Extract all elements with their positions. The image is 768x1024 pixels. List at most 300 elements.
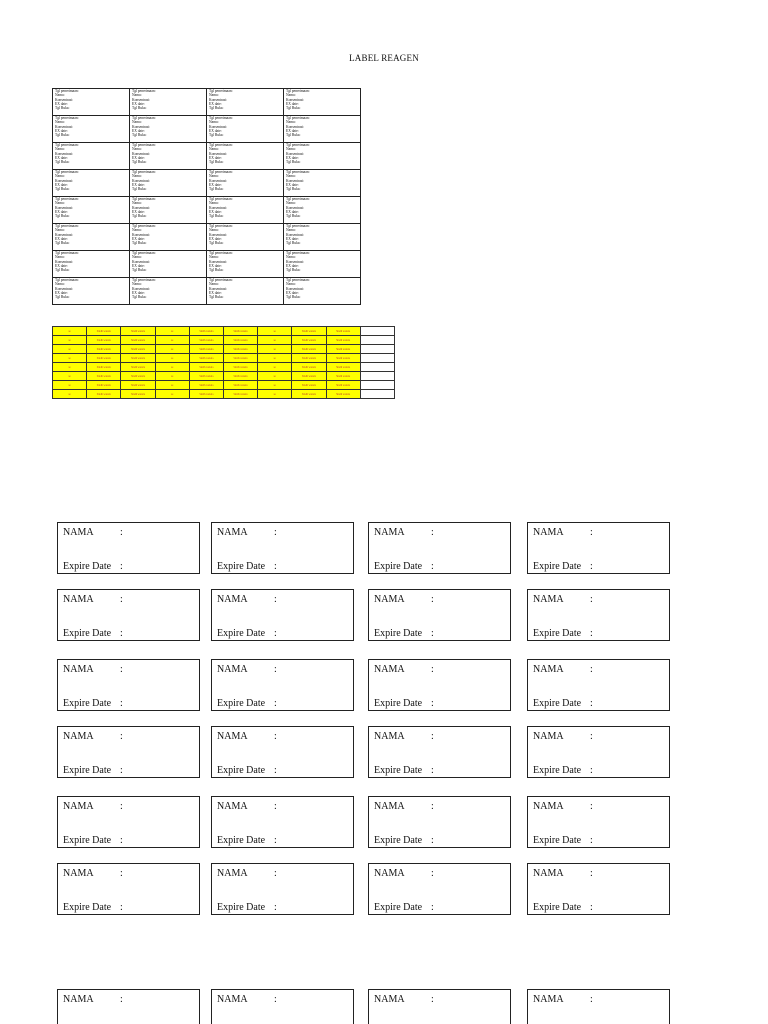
- reagent-field-label: Nama:: [286, 174, 296, 179]
- name-colon: :: [274, 731, 277, 742]
- reagent-field-label: Nama:: [55, 93, 65, 98]
- reagent-field-label: Nama:: [209, 174, 219, 179]
- yellow-label-cell: Sindh wanala: [121, 336, 155, 345]
- yellow-label-cell: se: [53, 345, 87, 354]
- expire-colon: :: [431, 698, 434, 709]
- empty-grid-cell: [360, 336, 394, 345]
- yellow-label-cell: Sindh wanala: [87, 327, 121, 336]
- yellow-label-cell: se: [258, 336, 292, 345]
- reagent-field-label: Konsentrasi:: [55, 232, 74, 237]
- reagent-field-label: EX date:: [286, 209, 299, 214]
- reagent-field-label: Konsentrasi:: [286, 286, 305, 291]
- reagent-field-label: Tgl penerimaan:: [55, 278, 79, 282]
- name-label: NAMA: [63, 801, 94, 812]
- reagent-field-label: Nama:: [132, 282, 142, 287]
- name-label: NAMA: [63, 868, 94, 879]
- reagent-field-label: EX date:: [209, 128, 222, 133]
- reagent-field-label: Tgl Buka:: [132, 241, 147, 246]
- reagent-field-label: Konsentrasi:: [286, 259, 305, 264]
- reagent-field-label: Konsentrasi:: [132, 124, 151, 129]
- expire-date-label: Expire Date: [63, 765, 112, 776]
- expire-date-label: Expire Date: [533, 561, 582, 572]
- name-colon: :: [431, 994, 434, 1005]
- reagent-field-label: Konsentrasi:: [132, 151, 151, 156]
- reagent-label-card: [368, 863, 511, 915]
- expire-colon: :: [120, 561, 123, 572]
- reagent-label-cell: [53, 197, 130, 224]
- yellow-label-cell: Sindh wanala: [121, 390, 155, 399]
- yellow-label-cell: Sindh wanala: [292, 327, 326, 336]
- empty-grid-cell: [360, 372, 394, 381]
- reagent-field-label: Nama:: [209, 255, 219, 260]
- reagent-label-card: [57, 726, 200, 778]
- expire-date-label: Expire Date: [533, 902, 582, 913]
- reagent-label-cell: [53, 116, 130, 143]
- reagent-label-cell: [130, 116, 207, 143]
- yellow-label-cell: Sindh wanala: [326, 327, 360, 336]
- yellow-label-cell: Sindh wanala: [223, 327, 257, 336]
- name-colon: :: [120, 594, 123, 605]
- yellow-label-cell: se: [258, 354, 292, 363]
- name-colon: :: [120, 731, 123, 742]
- reagent-field-label: Tgl Buka:: [286, 133, 301, 138]
- reagent-field-label: Nama:: [132, 255, 142, 260]
- expire-colon: :: [274, 698, 277, 709]
- expire-colon: :: [431, 628, 434, 639]
- yellow-label-cell: se: [258, 363, 292, 372]
- yellow-label-cell: Sindh wanala: [292, 354, 326, 363]
- reagent-field-label: Konsentrasi:: [286, 97, 305, 102]
- yellow-label-cell: se: [155, 372, 189, 381]
- name-label: NAMA: [533, 801, 564, 812]
- name-label: NAMA: [533, 868, 564, 879]
- reagent-field-label: EX date:: [209, 182, 222, 187]
- reagent-label-cell: [53, 251, 130, 278]
- reagent-field-label: EX date:: [209, 101, 222, 106]
- reagent-label-card: [368, 522, 511, 574]
- yellow-label-cell: Sindh wanala: [189, 327, 223, 336]
- reagent-field-label: Nama:: [132, 147, 142, 152]
- reagent-field-label: Tgl penerimaan:: [209, 170, 233, 174]
- reagent-field-label: EX date:: [132, 128, 145, 133]
- yellow-grid-row: [53, 363, 395, 372]
- yellow-label-grid: [52, 326, 395, 399]
- yellow-label-cell: se: [155, 336, 189, 345]
- name-label: NAMA: [533, 731, 564, 742]
- name-colon: :: [431, 868, 434, 879]
- empty-grid-cell: [360, 345, 394, 354]
- yellow-label-cell: Sindh wanala: [292, 363, 326, 372]
- reagent-label-cell: [207, 251, 284, 278]
- reagent-field-label: Konsentrasi:: [55, 205, 74, 210]
- reagent-field-label: Konsentrasi:: [55, 124, 74, 129]
- yellow-grid-row: [53, 327, 395, 336]
- yellow-label-cell: se: [258, 327, 292, 336]
- name-label: NAMA: [63, 664, 94, 675]
- yellow-label-cell: Sindh wanala: [223, 381, 257, 390]
- yellow-label-cell: se: [155, 381, 189, 390]
- reagent-field-label: Nama:: [132, 201, 142, 206]
- yellow-label-cell: Sindh wanala: [223, 336, 257, 345]
- name-label: NAMA: [374, 527, 405, 538]
- empty-grid-cell: [360, 327, 394, 336]
- name-colon: :: [590, 868, 593, 879]
- reagent-label-cell: [53, 170, 130, 197]
- expire-date-label: Expire Date: [217, 765, 266, 776]
- reagent-table-row: [53, 89, 361, 116]
- reagent-field-label: Konsentrasi:: [55, 259, 74, 264]
- expire-date-label: Expire Date: [217, 835, 266, 846]
- reagent-field-label: Tgl penerimaan:: [209, 116, 233, 120]
- reagent-label-cell: [284, 143, 361, 170]
- yellow-label-cell: Sindh wanala: [189, 354, 223, 363]
- reagent-label-cell: [53, 278, 130, 305]
- yellow-label-cell: Sindh wanala: [189, 381, 223, 390]
- yellow-grid-row: [53, 372, 395, 381]
- reagent-field-label: EX date:: [55, 101, 68, 106]
- reagent-field-label: Tgl penerimaan:: [286, 116, 310, 120]
- yellow-label-cell: se: [258, 372, 292, 381]
- reagent-field-label: Tgl Buka:: [209, 106, 224, 111]
- yellow-label-cell: Sindh wanala: [326, 345, 360, 354]
- reagent-field-label: EX date:: [132, 290, 145, 295]
- reagent-field-label: Konsentrasi:: [286, 232, 305, 237]
- name-colon: :: [431, 594, 434, 605]
- reagent-field-label: Nama:: [132, 174, 142, 179]
- reagent-label-card: [57, 659, 200, 711]
- yellow-label-cell: Sindh wanala: [223, 354, 257, 363]
- yellow-label-cell: Sindh wanala: [87, 336, 121, 345]
- reagent-field-label: EX date:: [55, 290, 68, 295]
- reagent-field-label: Tgl penerimaan:: [55, 116, 79, 120]
- reagent-label-card: [368, 796, 511, 848]
- reagent-field-label: Tgl penerimaan:: [286, 278, 310, 282]
- yellow-label-cell: Sindh wanala: [223, 345, 257, 354]
- reagent-field-label: Nama:: [286, 93, 296, 98]
- reagent-label-cell: [207, 89, 284, 116]
- yellow-label-cell: Sindh wanala: [121, 354, 155, 363]
- reagent-field-label: EX date:: [55, 209, 68, 214]
- reagent-table-row: [53, 251, 361, 278]
- reagent-label-cell: [130, 224, 207, 251]
- yellow-label-cell: Sindh wanala: [223, 390, 257, 399]
- reagent-field-label: Tgl penerimaan:: [132, 143, 156, 147]
- reagent-field-label: Tgl penerimaan:: [286, 89, 310, 93]
- reagent-field-label: EX date:: [209, 263, 222, 268]
- expire-colon: :: [120, 902, 123, 913]
- reagent-field-label: Tgl Buka:: [132, 187, 147, 192]
- reagent-field-label: EX date:: [132, 101, 145, 106]
- yellow-grid-row: [53, 354, 395, 363]
- reagent-label-cell: [284, 89, 361, 116]
- yellow-label-cell: Sindh wanala: [121, 363, 155, 372]
- expire-colon: :: [274, 628, 277, 639]
- expire-date-label: Expire Date: [217, 902, 266, 913]
- reagent-label-cell: [130, 278, 207, 305]
- reagent-field-label: Konsentrasi:: [209, 232, 228, 237]
- reagent-field-label: Tgl Buka:: [209, 241, 224, 246]
- expire-date-label: Expire Date: [374, 902, 423, 913]
- reagent-field-label: Tgl Buka:: [209, 295, 224, 300]
- reagent-field-label: Nama:: [286, 282, 296, 287]
- yellow-label-cell: Sindh wanala: [87, 372, 121, 381]
- name-colon: :: [431, 731, 434, 742]
- reagent-field-label: Tgl Buka:: [209, 187, 224, 192]
- name-colon: :: [274, 868, 277, 879]
- reagent-label-card: [211, 659, 354, 711]
- yellow-label-cell: Sindh wanala: [326, 381, 360, 390]
- name-colon: :: [120, 801, 123, 812]
- yellow-label-cell: Sindh wanala: [87, 354, 121, 363]
- reagent-field-label: Nama:: [286, 228, 296, 233]
- name-colon: :: [590, 594, 593, 605]
- reagent-field-label: Tgl penerimaan:: [132, 278, 156, 282]
- name-label: NAMA: [374, 594, 405, 605]
- reagent-field-label: Tgl penerimaan:: [55, 197, 79, 201]
- yellow-label-cell: Sindh wanala: [292, 372, 326, 381]
- reagent-label-card: [211, 989, 354, 1024]
- yellow-grid-row: [53, 345, 395, 354]
- yellow-label-cell: Sindh wanala: [121, 381, 155, 390]
- name-label: NAMA: [374, 801, 405, 812]
- reagent-field-label: Tgl penerimaan:: [209, 197, 233, 201]
- reagent-field-label: Konsentrasi:: [132, 259, 151, 264]
- name-colon: :: [590, 801, 593, 812]
- reagent-label-cell: [207, 224, 284, 251]
- expire-date-label: Expire Date: [217, 628, 266, 639]
- reagent-field-label: Konsentrasi:: [209, 124, 228, 129]
- reagent-field-label: Nama:: [286, 201, 296, 206]
- reagent-field-label: Nama:: [209, 282, 219, 287]
- reagent-field-label: Tgl penerimaan:: [209, 224, 233, 228]
- reagent-label-cell: [284, 197, 361, 224]
- name-colon: :: [274, 527, 277, 538]
- reagent-field-label: Konsentrasi:: [132, 232, 151, 237]
- yellow-label-cell: Sindh wanala: [189, 372, 223, 381]
- reagent-label-cell: [207, 143, 284, 170]
- yellow-label-cell: Sindh wanala: [326, 354, 360, 363]
- name-colon: :: [274, 664, 277, 675]
- reagent-field-label: Konsentrasi:: [132, 97, 151, 102]
- name-label: NAMA: [63, 731, 94, 742]
- name-colon: :: [431, 664, 434, 675]
- reagent-field-label: Konsentrasi:: [286, 205, 305, 210]
- reagent-field-label: Nama:: [209, 120, 219, 125]
- reagent-field-label: Nama:: [209, 147, 219, 152]
- expire-colon: :: [590, 561, 593, 572]
- reagent-table-row: [53, 278, 361, 305]
- reagent-field-label: Tgl penerimaan:: [209, 251, 233, 255]
- reagent-field-label: Tgl penerimaan:: [132, 197, 156, 201]
- reagent-field-label: Nama:: [55, 147, 65, 152]
- reagent-field-label: Tgl penerimaan:: [132, 116, 156, 120]
- reagent-field-label: Tgl penerimaan:: [286, 170, 310, 174]
- reagent-field-label: Tgl Buka:: [55, 241, 70, 246]
- reagent-field-label: Tgl penerimaan:: [132, 89, 156, 93]
- name-label: NAMA: [63, 594, 94, 605]
- expire-date-label: Expire Date: [63, 835, 112, 846]
- reagent-field-label: Tgl Buka:: [55, 106, 70, 111]
- reagent-label-card: [527, 659, 670, 711]
- yellow-label-cell: se: [155, 345, 189, 354]
- yellow-label-cell: Sindh wanala: [121, 327, 155, 336]
- yellow-label-cell: se: [53, 363, 87, 372]
- reagent-label-card: [527, 796, 670, 848]
- reagent-field-label: Konsentrasi:: [55, 97, 74, 102]
- reagent-field-label: Nama:: [55, 255, 65, 260]
- reagent-field-label: Tgl Buka:: [286, 295, 301, 300]
- reagent-label-cell: [207, 116, 284, 143]
- reagent-table-row: [53, 224, 361, 251]
- name-colon: :: [120, 994, 123, 1005]
- yellow-label-cell: Sindh wanala: [292, 345, 326, 354]
- expire-date-label: Expire Date: [533, 628, 582, 639]
- expire-colon: :: [590, 698, 593, 709]
- reagent-field-label: Tgl Buka:: [209, 214, 224, 219]
- yellow-label-cell: se: [155, 327, 189, 336]
- expire-date-label: Expire Date: [217, 698, 266, 709]
- reagent-field-label: EX date:: [209, 155, 222, 160]
- expire-colon: :: [120, 835, 123, 846]
- yellow-label-cell: Sindh wanala: [189, 363, 223, 372]
- reagent-field-label: Tgl penerimaan:: [55, 224, 79, 228]
- name-colon: :: [120, 527, 123, 538]
- yellow-grid-row: [53, 381, 395, 390]
- reagent-field-label: Nama:: [55, 120, 65, 125]
- name-label: NAMA: [217, 801, 248, 812]
- reagent-label-card: [368, 989, 511, 1024]
- reagent-label-card: [527, 522, 670, 574]
- reagent-field-label: Tgl penerimaan:: [286, 251, 310, 255]
- reagent-field-label: EX date:: [286, 101, 299, 106]
- reagent-field-label: Konsentrasi:: [132, 178, 151, 183]
- empty-grid-cell: [360, 390, 394, 399]
- reagent-field-label: Nama:: [209, 228, 219, 233]
- name-colon: :: [120, 664, 123, 675]
- name-colon: :: [274, 994, 277, 1005]
- expire-date-label: Expire Date: [374, 765, 423, 776]
- yellow-label-cell: Sindh wanala: [292, 381, 326, 390]
- yellow-label-cell: Sindh wanala: [223, 363, 257, 372]
- reagent-label-cell: [130, 143, 207, 170]
- name-colon: :: [274, 594, 277, 605]
- yellow-label-cell: Sindh wanala: [87, 390, 121, 399]
- reagent-table-row: [53, 143, 361, 170]
- reagent-field-label: EX date:: [209, 209, 222, 214]
- reagent-label-card: [211, 589, 354, 641]
- reagent-field-label: Tgl penerimaan:: [55, 143, 79, 147]
- name-colon: :: [120, 868, 123, 879]
- expire-date-label: Expire Date: [374, 628, 423, 639]
- reagent-field-label: Konsentrasi:: [55, 151, 74, 156]
- reagent-field-label: Tgl Buka:: [55, 187, 70, 192]
- reagent-label-cell: [284, 116, 361, 143]
- reagent-label-card: [527, 726, 670, 778]
- expire-date-label: Expire Date: [63, 902, 112, 913]
- empty-grid-cell: [360, 354, 394, 363]
- reagent-field-label: Tgl penerimaan:: [55, 89, 79, 93]
- reagent-field-label: Tgl Buka:: [286, 160, 301, 165]
- reagent-field-label: Tgl penerimaan:: [132, 170, 156, 174]
- expire-date-label: Expire Date: [63, 561, 112, 572]
- reagent-field-label: Tgl Buka:: [286, 106, 301, 111]
- reagent-field-label: Tgl Buka:: [286, 187, 301, 192]
- reagent-field-label: Tgl Buka:: [209, 133, 224, 138]
- name-label: NAMA: [217, 664, 248, 675]
- yellow-label-cell: Sindh wanala: [292, 336, 326, 345]
- yellow-label-cell: se: [53, 381, 87, 390]
- name-colon: :: [431, 527, 434, 538]
- reagent-field-label: Tgl Buka:: [286, 214, 301, 219]
- expire-date-label: Expire Date: [63, 628, 112, 639]
- expire-date-label: Expire Date: [217, 561, 266, 572]
- reagent-field-label: Tgl penerimaan:: [209, 278, 233, 282]
- expire-date-label: Expire Date: [374, 835, 423, 846]
- reagent-field-label: EX date:: [132, 236, 145, 241]
- reagent-field-label: EX date:: [132, 263, 145, 268]
- yellow-label-cell: Sindh wanala: [326, 363, 360, 372]
- name-label: NAMA: [217, 527, 248, 538]
- yellow-label-cell: se: [53, 372, 87, 381]
- reagent-field-label: Tgl Buka:: [55, 133, 70, 138]
- name-label: NAMA: [63, 527, 94, 538]
- reagent-field-label: Tgl Buka:: [132, 214, 147, 219]
- reagent-label-card: [211, 796, 354, 848]
- reagent-label-card: [527, 863, 670, 915]
- yellow-label-cell: Sindh wanala: [189, 390, 223, 399]
- reagent-label-cell: [207, 197, 284, 224]
- name-label: NAMA: [374, 868, 405, 879]
- reagent-field-label: Konsentrasi:: [209, 151, 228, 156]
- yellow-label-cell: Sindh wanala: [121, 345, 155, 354]
- name-label: NAMA: [374, 664, 405, 675]
- empty-grid-cell: [360, 363, 394, 372]
- yellow-label-cell: Sindh wanala: [326, 390, 360, 399]
- reagent-label-cell: [53, 224, 130, 251]
- yellow-label-cell: Sindh wanala: [189, 336, 223, 345]
- reagent-field-label: Tgl Buka:: [286, 268, 301, 273]
- reagent-field-label: Nama:: [286, 255, 296, 260]
- reagent-label-card: [57, 522, 200, 574]
- expire-date-label: Expire Date: [63, 698, 112, 709]
- reagent-field-label: Nama:: [55, 228, 65, 233]
- reagent-label-cell: [207, 170, 284, 197]
- reagent-field-label: Tgl Buka:: [209, 268, 224, 273]
- name-label: NAMA: [217, 994, 248, 1005]
- reagent-field-label: Nama:: [286, 147, 296, 152]
- reagent-table-row: [53, 197, 361, 224]
- reagent-label-card: [527, 589, 670, 641]
- reagent-label-card: [57, 989, 200, 1024]
- reagent-field-label: Konsentrasi:: [209, 178, 228, 183]
- yellow-label-cell: Sindh wanala: [87, 345, 121, 354]
- reagent-field-label: Tgl penerimaan:: [132, 251, 156, 255]
- reagent-field-label: EX date:: [132, 182, 145, 187]
- name-colon: :: [274, 801, 277, 812]
- name-label: NAMA: [217, 731, 248, 742]
- yellow-label-cell: Sindh wanala: [292, 390, 326, 399]
- reagent-field-label: Tgl Buka:: [209, 160, 224, 165]
- reagent-field-label: Konsentrasi:: [132, 286, 151, 291]
- reagent-field-label: Nama:: [132, 120, 142, 125]
- reagent-field-label: Nama:: [55, 174, 65, 179]
- reagent-label-cell: [284, 224, 361, 251]
- yellow-label-cell: se: [258, 381, 292, 390]
- reagent-field-label: Konsentrasi:: [209, 286, 228, 291]
- expire-date-label: Expire Date: [374, 698, 423, 709]
- yellow-label-cell: Sindh wanala: [223, 372, 257, 381]
- reagent-label-table: [52, 88, 361, 305]
